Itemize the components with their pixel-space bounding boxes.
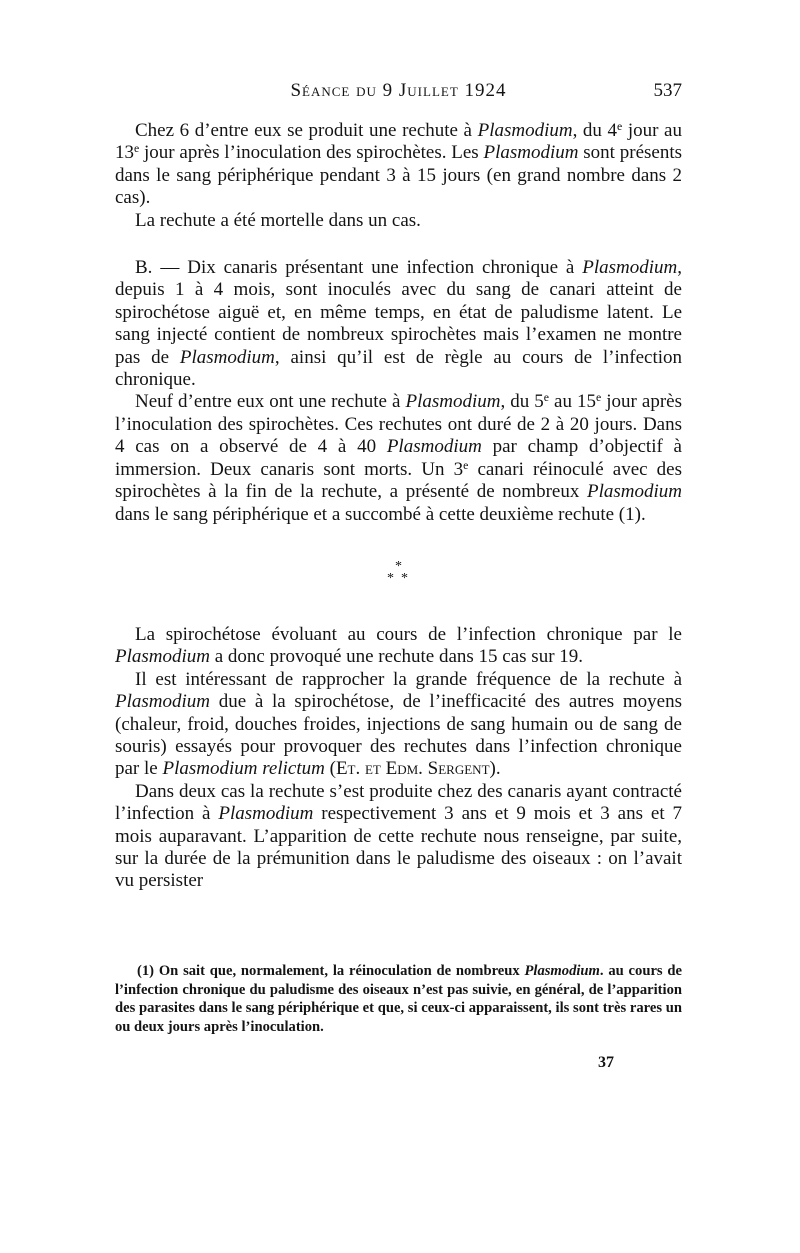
- italic-term: Plasmodium: [115, 691, 210, 713]
- italic-term: Plasmodium: [483, 142, 579, 164]
- italic-term: Plasmodium relictum: [162, 758, 325, 780]
- ordinal-sup: e: [134, 142, 140, 156]
- text-run: jour après l’inoculation des spirochètes. Les: [139, 142, 484, 164]
- ordinal-sup: e: [463, 458, 469, 472]
- footnote-text: [115, 962, 682, 1036]
- italic-term: Plasmodium: [179, 346, 275, 368]
- text-run: ).: [489, 758, 501, 780]
- author-names: Et. et Edm. Sergent: [335, 758, 490, 780]
- italic-term: Plasmodium: [524, 963, 600, 979]
- paragraph-5: [115, 624, 682, 669]
- page-number: 537: [653, 80, 682, 101]
- text-run: par champ d’objectif à immersion. Deux canaris sont morts. Un 3: [115, 436, 682, 480]
- text-run: Il est intéressant de rapprocher la grande fréquence de la rechute à: [135, 668, 682, 690]
- body-text: [115, 120, 682, 893]
- text-run: dans le sang périphérique et a succombé à cette deuxième rechute (1).: [115, 503, 646, 525]
- text-run: canari réinoculé avec des spirochètes à la fin de la rechute, a présenté de nombreux: [115, 458, 683, 503]
- text-run: , ainsi qu’il est de règle au cours de l’infection chronique.: [115, 346, 682, 391]
- ordinal-sup: e: [617, 120, 623, 134]
- italic-term: Plasmodium: [115, 646, 210, 668]
- text-run: (: [324, 758, 336, 780]
- text-run: jour au 13: [115, 120, 682, 164]
- asterisk-mark: *: [401, 570, 408, 586]
- text-run: , depuis 1 à 4 mois, sont inoculés avec du sang de canari atteint de spirochétose aiguë et, en même temps, en état de paludisme latent. Le sang injecté contient de nombreux spirochètes mais l’examen ne montre pas de: [115, 257, 682, 368]
- paragraph-2: La rechute a été mortelle dans un cas.: [135, 209, 421, 231]
- text-run: sont présents dans le sang périphérique pendant 3 à 15 jours (en grand nombre dans 2 cas).: [115, 142, 683, 209]
- text-run: a donc provoqué une rechute dans 15 cas sur 19.: [210, 646, 584, 668]
- text-run: due à la spirochétose, de l’inefficacité des autres moyens (chaleur, froid, douches froides, injections de sang humain ou de sang de souris) essayés pour provoquer des rechutes dans l’infection chronique par le: [115, 691, 682, 780]
- text-run: (1) On sait que, normalement, la réinoculation de nombreux: [137, 963, 525, 979]
- paragraph-4: [115, 391, 682, 525]
- paragraph-6: [115, 669, 682, 781]
- text-run: B. — Dix canaris présentant une infection chronique à: [135, 257, 583, 279]
- header-title: Séance du 9 Juillet 1924: [290, 80, 507, 101]
- running-header: [115, 80, 682, 106]
- text-run: Dans deux cas la rechute s’est produite chez des canaris ayant contracté l’infection à: [115, 780, 682, 825]
- paragraph-1: [115, 120, 682, 210]
- italic-term: Plasmodium: [582, 257, 678, 279]
- text-run: Neuf d’entre eux ont une rechute à: [135, 391, 406, 413]
- ordinal-sup: e: [596, 391, 602, 405]
- text-run: , du 5: [500, 391, 544, 413]
- text-run: , du 4: [572, 120, 618, 141]
- italic-term: Plasmodium: [477, 120, 573, 141]
- text-run: . au cours de l’infection chronique du paludisme des oiseaux n’est pas suivie, en général, de l’apparition des parasites dans le sang périphérique et que, si ceux-ci apparaissent, ils sont très rares un ou deux jours après l’inoculation.: [115, 963, 682, 1035]
- italic-term: Plasmodium: [405, 391, 501, 413]
- text-run: Chez 6 d’entre eux se produit une rechute à: [135, 120, 478, 141]
- paragraph-7: [115, 781, 682, 893]
- text-run: La spirochétose évoluant au cours de l’infection chronique par le: [135, 623, 682, 645]
- italic-term: Plasmodium: [218, 803, 314, 825]
- text-run: au 15: [549, 391, 597, 413]
- asterism-separator: [115, 556, 682, 602]
- italic-term: Plasmodium: [587, 481, 682, 503]
- text-run: respectivement 3 ans et 9 mois et 3 ans et 7 mois auparavant. L’apparition de cette rechute nous renseigne, par suite, sur la durée de la prémunition dans le paludisme des oiseaux : on l’avait vu persister: [115, 803, 682, 892]
- text-run: jour après l’inoculation des spirochètes. Ces rechutes ont duré de 2 à 20 jours. Dans 4 cas on a observé de 4 à 40: [115, 391, 683, 458]
- footnote: [115, 962, 682, 1036]
- paragraph-3: [115, 257, 682, 391]
- ordinal-sup: e: [543, 391, 550, 405]
- printer-signature: 37: [598, 1054, 614, 1071]
- asterisk-mark: *: [387, 570, 394, 586]
- asterisk-mark: *: [395, 558, 402, 574]
- italic-term: Plasmodium: [386, 436, 482, 458]
